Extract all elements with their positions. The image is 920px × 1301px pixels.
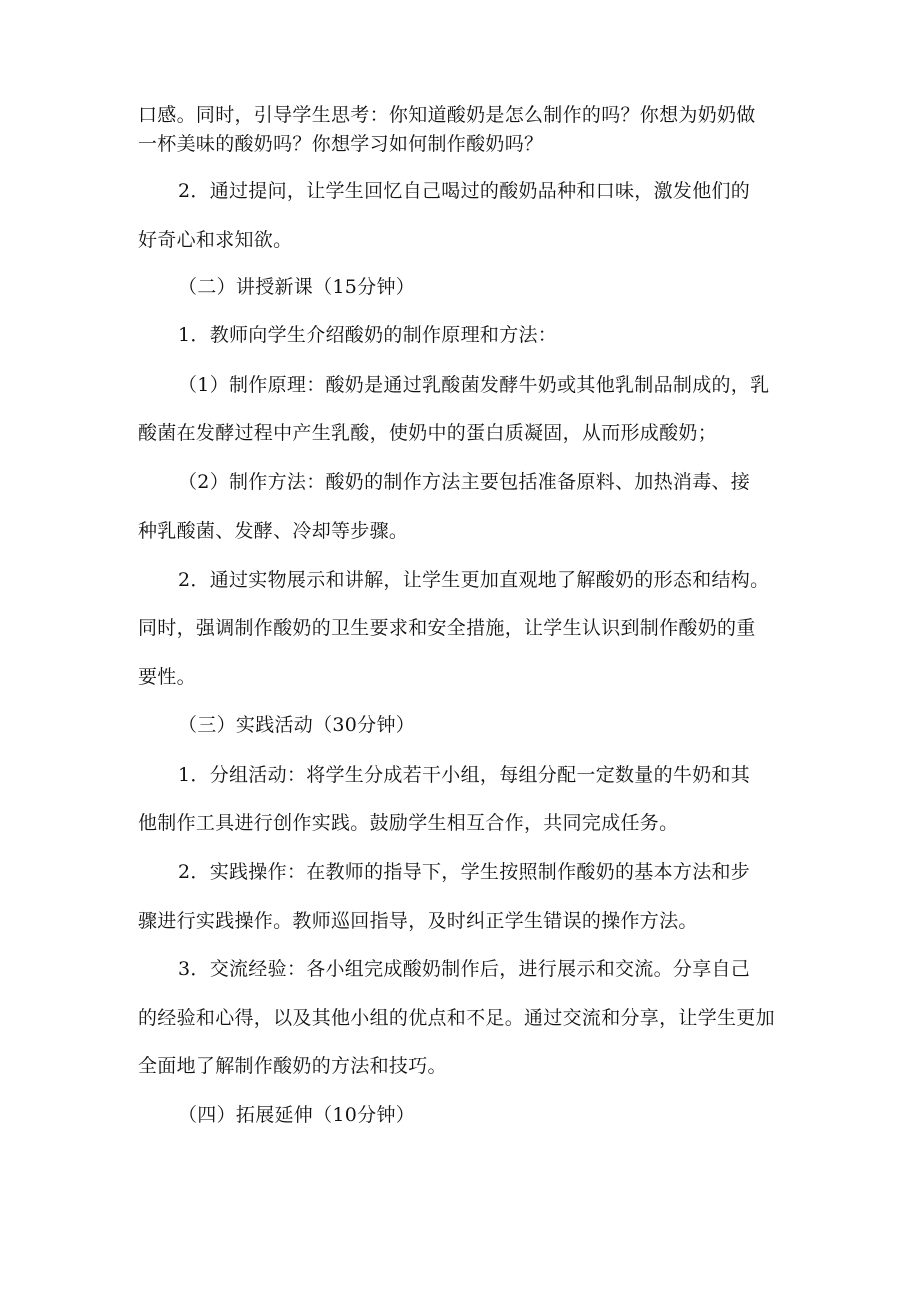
text-line: 的经验和心得，以及其他小组的优点和不足。通过交流和分享，让学生更加: [138, 1007, 775, 1029]
text-line: 1．分组活动：将学生分成若干小组，每组分配一定数量的牛奶和其: [178, 764, 751, 786]
text-line: 种乳酸菌、发酵、冷却等步骤。: [138, 520, 409, 542]
text-line: 3．交流经验：各小组完成酸奶制作后，进行展示和交流。分享自己: [178, 958, 751, 980]
text-line: 口感。同时，引导学生思考：你知道酸奶是怎么制作的吗？你想为奶奶做: [138, 104, 756, 126]
text-line: 2．通过实物展示和讲解，让学生更加直观地了解酸奶的形态和结构。: [178, 569, 770, 591]
text-line: 他制作工具进行创作实践。鼓励学生相互合作，共同完成任务。: [138, 812, 679, 834]
text-line: 2．实践操作：在教师的指导下，学生按照制作酸奶的基本方法和步: [178, 861, 751, 883]
text-line: 1．教师向学生介绍酸奶的制作原理和方法：: [178, 324, 558, 346]
text-line: 骤进行实践操作。教师巡回指导，及时纠正学生错误的操作方法。: [138, 910, 698, 932]
text-line: 全面地了解制作酸奶的方法和技巧。: [138, 1055, 447, 1077]
text-line: 一杯美味的酸奶吗？你想学习如何制作酸奶吗？: [138, 133, 544, 155]
text-line: 要性。: [138, 666, 196, 688]
text-line: 同时，强调制作酸奶的卫生要求和安全措施，让学生认识到制作酸奶的重: [138, 617, 756, 639]
section-heading: （二）讲授新课（15分钟）: [178, 276, 416, 298]
section-heading: （三）实践活动（30分钟）: [178, 714, 416, 736]
section-heading: （四）拓展延伸（10分钟）: [178, 1104, 416, 1126]
text-line: （1）制作原理：酸奶是通过乳酸菌发酵牛奶或其他乳制品制成的，乳: [178, 374, 770, 396]
text-line: 2．通过提问，让学生回忆自己喝过的酸奶品种和口味，激发他们的: [178, 180, 751, 202]
text-line: 好奇心和求知欲。: [138, 229, 293, 251]
text-line: 酸菌在发酵过程中产生乳酸，使奶中的蛋白质凝固，从而形成酸奶；: [138, 422, 718, 444]
text-line: （2）制作方法：酸奶的制作方法主要包括准备原料、加热消毒、接: [178, 471, 751, 493]
